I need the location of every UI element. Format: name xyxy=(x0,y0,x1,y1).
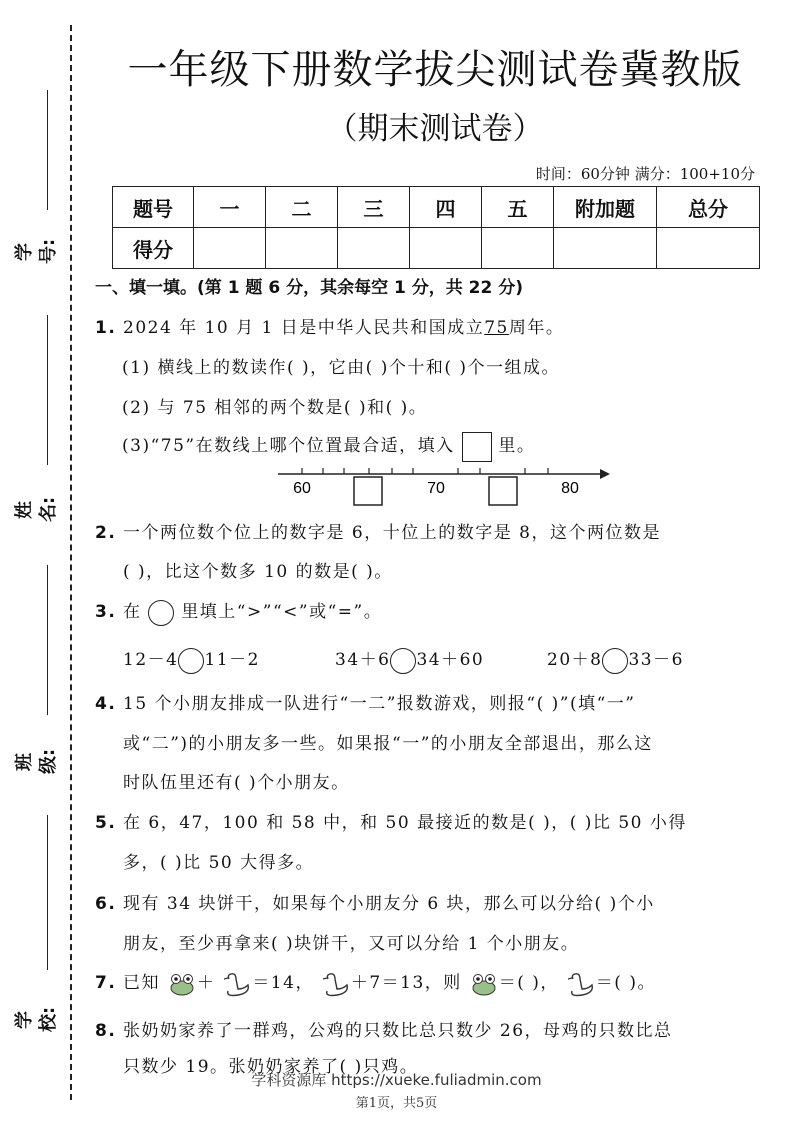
compare-expression-1 xyxy=(123,645,260,674)
number-line-arrow xyxy=(600,469,610,479)
swan-icon xyxy=(566,971,596,997)
question-text: 里。 xyxy=(498,436,536,456)
table-cell: 题号 xyxy=(113,187,194,228)
swan-icon xyxy=(321,971,351,997)
question-text: 在 6，47，100 和 58 中，和 50 最接近的数是( )，( )比 50 小得 xyxy=(123,813,687,833)
question-2 xyxy=(95,518,661,543)
compare-circle[interactable] xyxy=(602,648,628,674)
table-cell: 四 xyxy=(410,187,482,228)
compare-circle[interactable] xyxy=(178,648,204,674)
question-number: 2. xyxy=(95,523,117,543)
score-table-score-row xyxy=(113,228,760,269)
question-text: 在 xyxy=(123,602,142,622)
compare-expression-2 xyxy=(335,645,484,674)
expression-left: 12－4 xyxy=(123,650,179,670)
question-text: ＋ xyxy=(196,973,216,993)
question-6 xyxy=(95,889,655,914)
question-number: 3. xyxy=(95,602,117,622)
page-title: 一年级下册数学拔尖测试卷冀教版 xyxy=(127,47,743,93)
student-name-label: 姓名: xyxy=(14,496,59,522)
question-text: 已知 xyxy=(123,973,160,993)
table-cell: 三 xyxy=(338,187,410,228)
frog-icon xyxy=(167,971,197,997)
question-number: 4. xyxy=(95,694,117,714)
tick-label-70: 70 xyxy=(427,480,445,497)
table-cell: 五 xyxy=(482,187,554,228)
table-cell: 得分 xyxy=(113,228,194,269)
question-5-line-2: 多，( )比 50 大得多。 xyxy=(123,853,315,873)
number-line-ticks xyxy=(302,468,548,474)
score-input-cell[interactable] xyxy=(266,228,338,269)
question-text: (3)“75”在数线上哪个位置最合适，填入 xyxy=(122,436,455,456)
question-text: 2024 年 10 月 1 日是中华人民共和国成立 xyxy=(123,318,485,338)
question-6-line-2: 朋友，至少再拿来( )块饼干，又可以分给 1 个小朋友。 xyxy=(123,934,580,954)
student-id-label: 学号: xyxy=(14,238,59,264)
student-name-line xyxy=(47,315,48,465)
question-3 xyxy=(95,597,382,626)
score-input-cell[interactable] xyxy=(554,228,657,269)
question-number: 1. xyxy=(95,318,117,338)
exam-meta: 时间：60分钟 满分：100+10分 xyxy=(535,165,755,183)
number-line xyxy=(270,462,615,510)
question-4-line-2: 或“二”)的小朋友多一些。如果报“一”的小朋友全部退出，那么这 xyxy=(123,734,653,754)
table-cell: 二 xyxy=(266,187,338,228)
expression-left: 34＋6 xyxy=(335,650,391,670)
score-input-cell[interactable] xyxy=(410,228,482,269)
score-input-cell[interactable] xyxy=(482,228,554,269)
question-text: 现有 34 块饼干，如果每个小朋友分 6 块，那么可以分给( )个小 xyxy=(123,894,655,914)
underlined-number: 75 xyxy=(484,318,509,338)
number-line-answer-box-2 xyxy=(489,477,517,505)
question-text: 张奶奶家养了一群鸡，公鸡的只数比总只数少 26，母鸡的只数比总 xyxy=(123,1021,673,1041)
question-number: 7. xyxy=(95,973,117,993)
question-5 xyxy=(95,808,687,833)
question-8-line-2: 只数少 19。张奶奶家养了( )只鸡。 xyxy=(123,1057,419,1077)
question-text: ＝( )， xyxy=(498,973,559,993)
question-number: 8. xyxy=(95,1021,117,1041)
class-line xyxy=(47,565,48,715)
tick-label-80: 80 xyxy=(561,480,579,497)
school-label: 学校: xyxy=(14,1006,59,1032)
expression-right: 11－2 xyxy=(204,650,260,670)
page-number: 第1页，共5页 xyxy=(355,1096,438,1111)
question-text: 里填上“>”“<”或“=”。 xyxy=(181,602,383,622)
score-table-header-row xyxy=(113,187,760,228)
question-7 xyxy=(95,968,656,997)
question-number: 5. xyxy=(95,813,117,833)
frog-icon xyxy=(469,971,499,997)
tick-label-60: 60 xyxy=(293,480,311,497)
class-label: 班级: xyxy=(14,748,59,774)
question-text: 15 个小朋友排成一队进行“一二”报数游戏，则报“( )”(填“一” xyxy=(123,694,636,714)
question-1-sub-2: (2) 与 75 相邻的两个数是( )和( )。 xyxy=(122,398,428,418)
page-subtitle: （期末测试卷） xyxy=(326,111,544,147)
question-number: 6. xyxy=(95,894,117,914)
question-text: ＝( )。 xyxy=(595,973,656,993)
score-input-cell[interactable] xyxy=(194,228,266,269)
table-cell: 总分 xyxy=(657,187,760,228)
question-text: ＋7＝13，则 xyxy=(350,973,462,993)
expression-left: 20＋8 xyxy=(547,650,603,670)
question-text: ＝14， xyxy=(252,973,314,993)
question-1 xyxy=(95,313,564,338)
question-4-line-3: 时队伍里还有( )个小朋友。 xyxy=(123,773,350,793)
score-input-cell[interactable] xyxy=(338,228,410,269)
question-2-line-2: ( )，比这个数多 10 的数是( )。 xyxy=(123,562,393,582)
question-text: 周年。 xyxy=(508,318,565,338)
watermark-text: 学科资源库 https://xueke.fuliadmin.com xyxy=(251,1071,542,1089)
school-line xyxy=(47,815,48,970)
table-cell: 附加题 xyxy=(554,187,657,228)
number-line-answer-box-1 xyxy=(354,477,382,505)
expression-right: 33－6 xyxy=(628,650,684,670)
question-8 xyxy=(95,1016,673,1041)
swan-icon xyxy=(222,971,252,997)
expression-right: 34＋60 xyxy=(416,650,485,670)
table-cell: 一 xyxy=(194,187,266,228)
binding-dashed-line xyxy=(70,25,72,1100)
circle-icon xyxy=(148,600,174,626)
answer-box[interactable] xyxy=(462,432,492,462)
question-1-sub-3 xyxy=(122,431,535,462)
question-4 xyxy=(95,689,635,714)
compare-expression-3 xyxy=(547,645,684,674)
question-text: 一个两位数个位上的数字是 6，十位上的数字是 8，这个两位数是 xyxy=(123,523,661,543)
score-input-cell[interactable] xyxy=(657,228,760,269)
question-1-sub-1: (1) 横线上的数读作( )，它由( )个十和( )个一组成。 xyxy=(122,358,560,378)
section-heading: 一、填一填。(第 1 题 6 分，其余每空 1 分，共 22 分) xyxy=(95,278,524,298)
compare-circle[interactable] xyxy=(390,648,416,674)
score-table xyxy=(112,186,760,269)
